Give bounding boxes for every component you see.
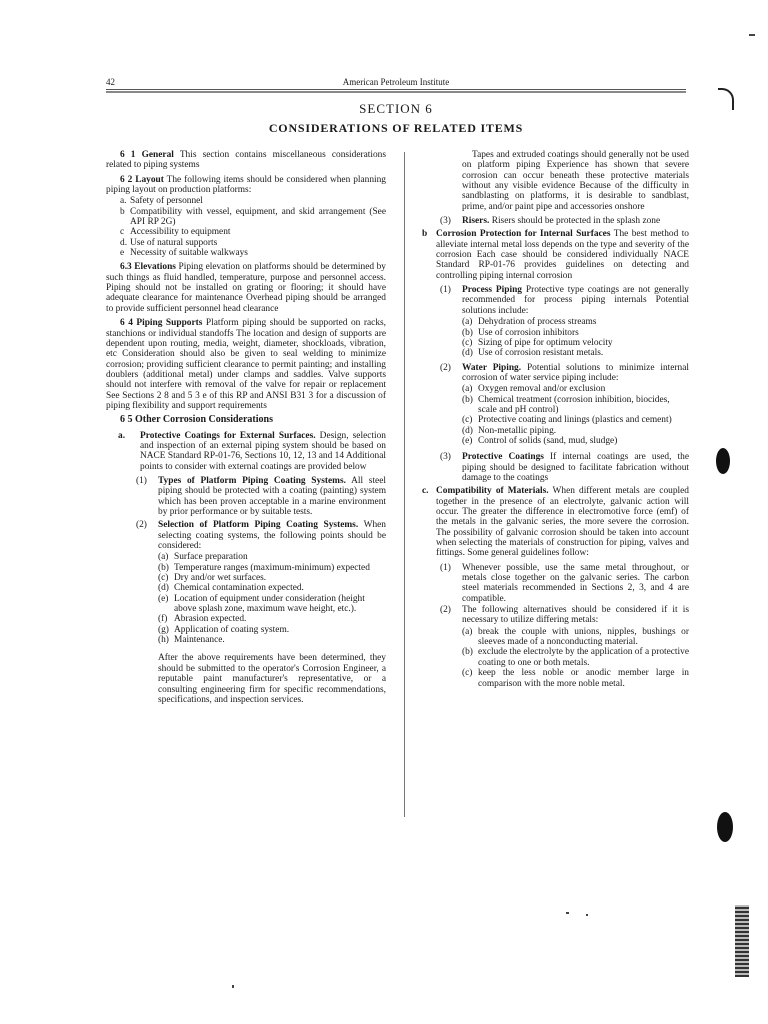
list-item: c Accessibility to equipment [120, 227, 231, 238]
header-title: American Petroleum Institute [342, 77, 450, 87]
list-item: (c) Sizing of pipe for optimum velocity [462, 337, 613, 348]
scan-speck [586, 914, 588, 916]
tapes-para: Tapes and extruded coatings should generally not be used on platform piping Experience has shown that severe corrosion can occur beneath these protective materials without any visible evidence Because of the difficulty in sandblasting on platforms, it is desirable to sandblast, prime, and/or paint pipe and accessories onshore [462, 150, 689, 212]
list-item: (d) Use of corrosion resistant metals. [462, 348, 604, 359]
list-item: (a) Oxygen removal and/or exclusion [462, 384, 606, 395]
item-b-3: (3) Protective Coatings If internal coatings are used, the piping should be designed to facilitate fabrication without damage to the coatings [440, 452, 689, 483]
item-c-2: (2) The following alternatives should be considered if it is necessary to utilize differing metals: [440, 605, 689, 626]
list-item: (b) Chemical treatment (corrosion inhibition, biocides, scale and pH control) [462, 394, 670, 415]
list-item: (d) Non-metallic piping. [462, 425, 557, 436]
layout-list [106, 196, 386, 258]
right-column [422, 150, 689, 689]
list-item: (b) Temperature ranges (maximum-minimum) expected [158, 562, 370, 573]
para-6-1: 6 1 General This section contains miscellaneous considerations related to piping systems [106, 150, 386, 171]
item-a-3: (3) Risers. Risers should be protected in the splash zone [440, 216, 661, 227]
item-6-5-a: a. Protective Coatings for External Surfaces. Design, selection and inspection of an external piping system should be based on NACE Standard RP-01-76, Sections 10, 12, 13 and 14 Additional points to consider with external coatings are provided below [118, 430, 386, 472]
binder-hole-top [718, 88, 734, 110]
list-item: (e) Location of equipment under consideration (height above splash zone, maximum wave height, etc.). [158, 593, 365, 615]
header-rule-thick [106, 91, 686, 93]
list-item: (e) Control of solids (sand, mud, sludge) [462, 435, 618, 446]
para-6-2: 6 2 Layout The following items should be considered when planning piping layout on production platforms: [106, 174, 386, 196]
list-item: (c) Protective coating and linings (plastics and cement) [462, 415, 672, 426]
page-number: 42 [106, 77, 115, 87]
left-column [106, 150, 386, 709]
item-b-2: (2) Water Piping. Potential solutions to minimize internal corrosion of water service piping include: [440, 362, 689, 383]
section-title: CONSIDERATIONS OF RELATED ITEMS [268, 121, 524, 135]
b1-list [440, 317, 689, 358]
list-item: (c) Dry and/or wet surfaces. [158, 573, 267, 584]
b2-list [440, 384, 689, 446]
list-item: (b) Use of corrosion inhibitors [462, 327, 579, 338]
item-a-2: (2) Selection of Platform Piping Coating Systems. When selecting coating systems, the following points should be considered: [136, 520, 386, 552]
list-item: (f) Abrasion expected. [158, 614, 247, 625]
after-requirements-para: After the above requirements have been determined, they should be submitted to the operator's Corrosion Engineer, a reputable paint manufacturer's representative, or a consulting engineering firm for specific recommendations, specifications, and inspection services. [158, 653, 386, 705]
list-item: (d) Chemical contamination expected. [158, 583, 304, 594]
item-c-1: (1) Whenever possible, use the same metal throughout, or metals close together on the galvanic series. The carbon steel materials recommended in Sections 2, 3, and 4 are compatible. [440, 562, 689, 604]
section-number: SECTION 6 [359, 101, 433, 116]
list-item: d. Use of natural supports [120, 237, 218, 248]
scan-speck [232, 985, 234, 988]
list-item: (a) Dehydration of process streams [462, 317, 597, 328]
para-6-5-heading: 6 5 Other Corrosion Considerations [120, 414, 273, 426]
item-b-1: (1) Process Piping Protective type coatings are not generally recommended for process piping internals Potential solutions include: [440, 285, 689, 316]
list-item: (a) Surface preparation [158, 552, 248, 563]
item-6-5-c: c. Compatibility of Materials. When different metals are coupled together in the presence of an electrolyte, galvanic action will occur. The greater the difference in electromotive force (emf) of the metals in the galvanic series, the more severe the corrosion. The possibility of galvanic corrosion should be taken into account when selecting the materials of construction for piping, valves and fittings. Some general guidelines follow: [422, 486, 689, 559]
list-item: b Compatibility with vessel, equipment, and skid arrangement (See API RP 2G) [120, 206, 386, 228]
scan-speck [566, 912, 569, 914]
list-item: (g) Application of coating system. [158, 624, 290, 635]
header-rule [106, 89, 686, 90]
list-item: (a) break the couple with unions, nipples, bushings or sleeves made of a nonconducting material. [462, 626, 689, 648]
para-6-4: 6 4 Piping Supports Platform piping should be supported on racks, stanchions or individual standoffs The location and design of supports are dependent upon routing, media, weight, diameter, shockloads, vibration, etc Consideration should also be given to seal welding to minimize corrosion; providing sufficient clearance to permit painting; and installing doublers (additional metal) under clamps and saddles. Valve supports should not interfere with removal of the valve for repair or replacement See Sections 2 8 and 5 3 e of this RP and ANSI B31 3 for a discussion of piping flexibility and support requirements [106, 318, 386, 411]
column-divider [404, 152, 405, 817]
para-6-3: 6.3 Elevations Piping elevation on platforms should be determined by such things as fluid handled, temperature, purpose and personnel access. Piping should not be installed on grating or flooring; it should have adequate clearance for maintenance Overhead piping should be arranged to provide sufficient personnel head clearance [106, 262, 386, 314]
list-item: e Necessity of suitable walkways [120, 248, 248, 259]
scan-speck [749, 34, 755, 36]
binder-hole-bottom [717, 812, 733, 842]
item-a-1: (1) Types of Platform Piping Coating Systems. All steel piping should be protected with a coating (painting) system which has been proven acceptable in a marine environment by prior performance or by suitable tests. [136, 475, 386, 517]
list-item: (h) Maintenance. [158, 635, 225, 646]
a2-list [136, 552, 386, 645]
edge-shadow [735, 905, 749, 977]
c2-list [440, 627, 689, 689]
list-item: (b) exclude the electrolyte by the application of a protective coating to one or both metals. [462, 647, 689, 668]
binder-hole-middle [716, 448, 730, 474]
item-6-5-b: b Corrosion Protection for Internal Surfaces The best method to alleviate internal metal loss depends on the type and severity of the corrosion Each case should be considered individually NACE Standard RP-01-76 provides guidelines on detecting and controlling piping internal corrosion [422, 229, 689, 281]
list-item: (c) keep the less noble or anodic member large in comparison with the more noble metal. [462, 668, 689, 689]
list-item: a. Safety of personnel [120, 196, 203, 207]
